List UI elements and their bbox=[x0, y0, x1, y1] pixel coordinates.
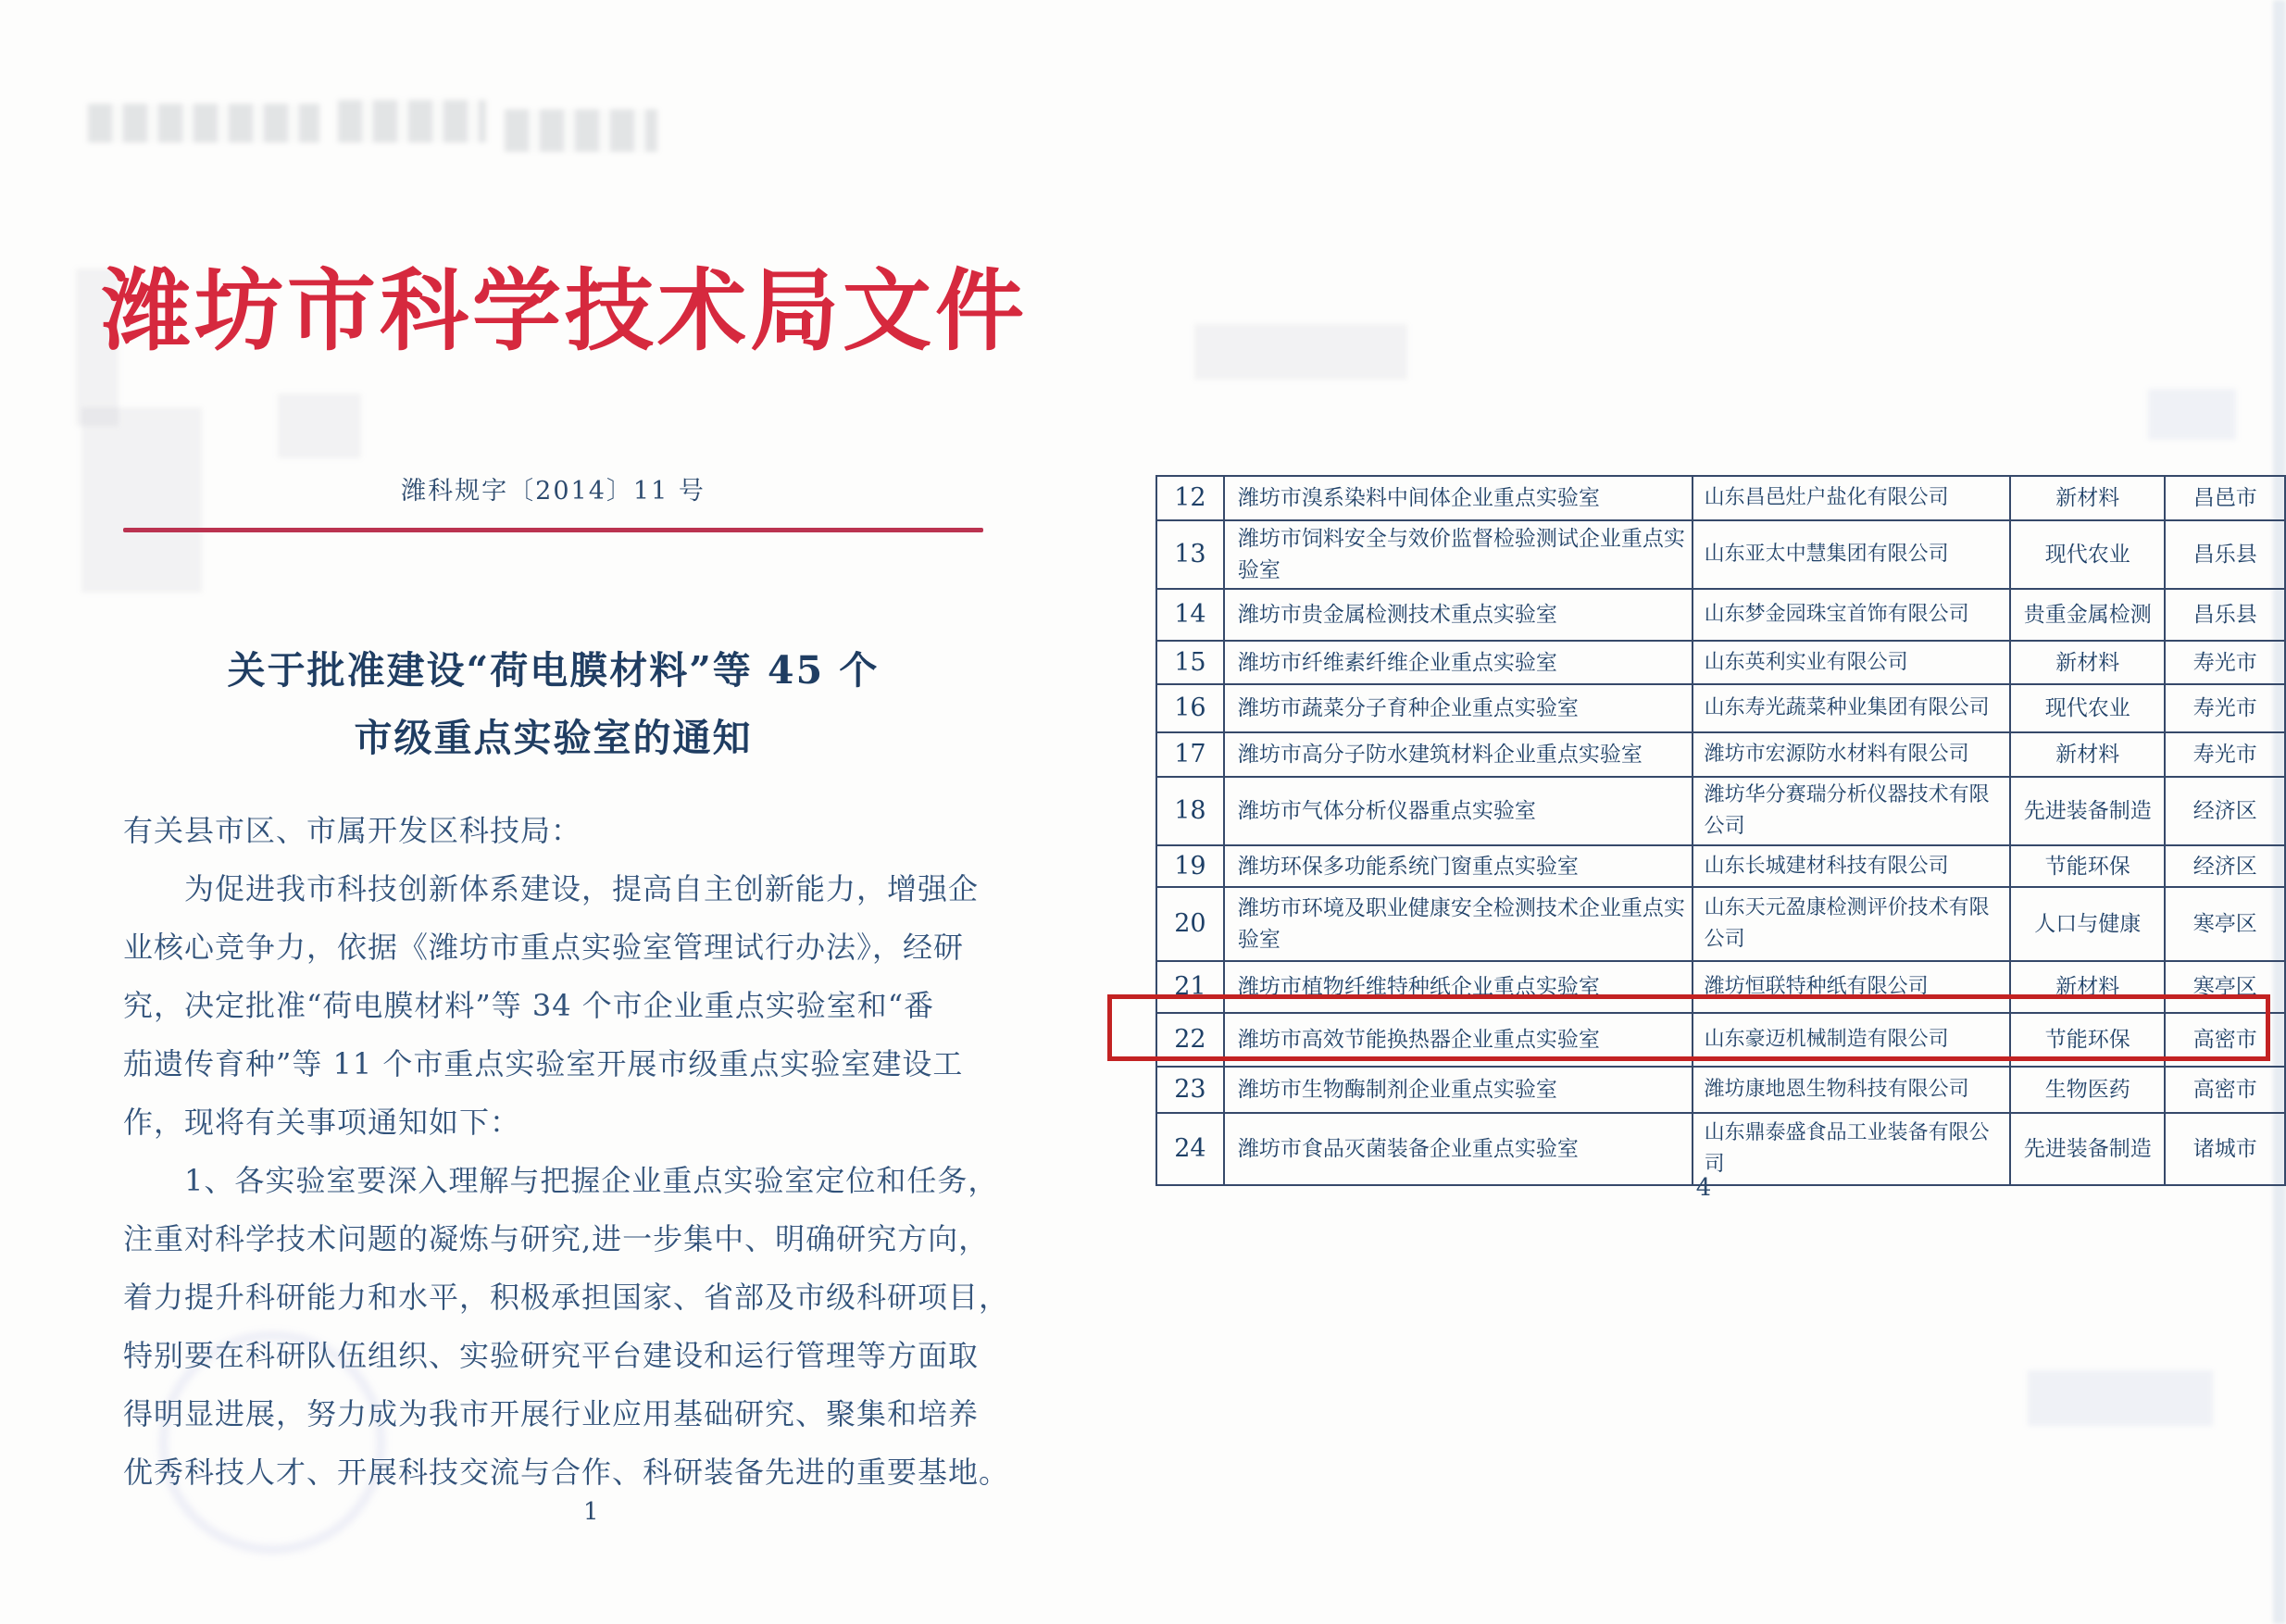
cell-company-name: 山东天元盈康检测评价技术有限公司 bbox=[1693, 887, 2011, 961]
document-reference-number: 潍科规字〔2014〕11 号 bbox=[401, 477, 706, 506]
cell-row-number: 14 bbox=[1156, 589, 1224, 641]
bleedthrough-artifact bbox=[2028, 1370, 2213, 1426]
cell-tech-field: 节能环保 bbox=[2010, 845, 2165, 887]
cell-tech-field: 新材料 bbox=[2010, 641, 2165, 684]
body-text-line: 1、各实验室要深入理解与把握企业重点实验室定位和任务， bbox=[123, 1163, 999, 1198]
cell-tech-field: 先进装备制造 bbox=[2010, 1113, 2165, 1185]
cell-company-name: 山东长城建材科技有限公司 bbox=[1693, 845, 2011, 887]
cell-row-number: 16 bbox=[1156, 684, 1224, 732]
cell-row-number: 13 bbox=[1156, 520, 1224, 589]
table-row bbox=[1156, 887, 2285, 961]
cell-company-name: 山东英利实业有限公司 bbox=[1693, 641, 2011, 684]
cell-lab-name: 潍坊市食品灭菌装备企业重点实验室 bbox=[1224, 1113, 1693, 1185]
cell-city: 高密市 bbox=[2165, 1067, 2285, 1113]
bleedthrough-artifact bbox=[1194, 324, 1407, 380]
cell-lab-name: 潍坊市贵金属检测技术重点实验室 bbox=[1224, 589, 1693, 641]
cell-tech-field: 生物医药 bbox=[2010, 1067, 2165, 1113]
body-text-line: 注重对科学技术问题的凝炼与研究,进一步集中、明确研究方向， bbox=[123, 1221, 990, 1256]
cell-tech-field: 人口与健康 bbox=[2010, 887, 2165, 961]
cell-city: 寒亭区 bbox=[2165, 887, 2285, 961]
cell-row-number: 19 bbox=[1156, 845, 1224, 887]
cell-company-name: 山东昌邑灶户盐化有限公司 bbox=[1693, 476, 2011, 520]
cell-lab-name: 潍坊市气体分析仪器重点实验室 bbox=[1224, 777, 1693, 845]
table-row bbox=[1156, 777, 2285, 845]
cell-city: 昌乐县 bbox=[2165, 589, 2285, 641]
cell-row-number: 18 bbox=[1156, 777, 1224, 845]
cell-company-name: 山东寿光蔬菜种业集团有限公司 bbox=[1693, 684, 2011, 732]
cell-company-name: 潍坊恒联特种纸有限公司 bbox=[1693, 961, 2011, 1013]
cell-company-name: 山东梦金园珠宝首饰有限公司 bbox=[1693, 589, 2011, 641]
cell-city: 寿光市 bbox=[2165, 732, 2285, 777]
cell-city: 高密市 bbox=[2165, 1013, 2285, 1067]
cell-company-name: 山东鼎泰盛食品工业装备有限公司 bbox=[1693, 1113, 2011, 1185]
body-text-line: 优秀科技人才、开展科技交流与合作、科研装备先进的重要基地。 bbox=[123, 1455, 1010, 1490]
cell-lab-name: 潍坊市高分子防水建筑材料企业重点实验室 bbox=[1224, 732, 1693, 777]
cell-company-name: 潍坊康地恩生物科技有限公司 bbox=[1693, 1067, 2011, 1113]
cell-tech-field: 现代农业 bbox=[2010, 520, 2165, 589]
cell-tech-field: 新材料 bbox=[2010, 961, 2165, 1013]
cell-lab-name: 潍坊市生物酶制剂企业重点实验室 bbox=[1224, 1067, 1693, 1113]
cell-lab-name: 潍坊市环境及职业健康安全检测技术企业重点实验室 bbox=[1224, 887, 1693, 961]
cell-city: 诸城市 bbox=[2165, 1113, 2285, 1185]
cell-lab-name: 潍坊市高效节能换热器企业重点实验室 bbox=[1224, 1013, 1693, 1067]
notice-heading-line1: 关于批准建设“荷电膜材料”等 45 个 bbox=[227, 648, 880, 693]
cell-row-number: 24 bbox=[1156, 1113, 1224, 1185]
bleedthrough-artifact bbox=[2148, 389, 2236, 440]
cell-tech-field: 新材料 bbox=[2010, 732, 2165, 777]
body-text-line: 得明显进展，努力成为我市开展行业应用基础研究、聚集和培养 bbox=[123, 1396, 980, 1431]
cell-lab-name: 潍坊环保多功能系统门窗重点实验室 bbox=[1224, 845, 1693, 887]
body-text-line: 作，现将有关事项通知如下： bbox=[123, 1105, 521, 1140]
table-row bbox=[1156, 732, 2285, 777]
cell-row-number: 23 bbox=[1156, 1067, 1224, 1113]
table-row bbox=[1156, 684, 2285, 732]
cell-company-name: 山东亚太中慧集团有限公司 bbox=[1693, 520, 2011, 589]
cell-tech-field: 先进装备制造 bbox=[2010, 777, 2165, 845]
document-body-text bbox=[123, 802, 1012, 1502]
lab-approval-table bbox=[1155, 475, 2286, 1186]
body-text-line: 究，决定批准“荷电膜材料”等 34 个市企业重点实验室和“番 bbox=[123, 988, 935, 1023]
cell-city: 寿光市 bbox=[2165, 684, 2285, 732]
cell-row-number: 17 bbox=[1156, 732, 1224, 777]
table-row bbox=[1156, 641, 2285, 684]
document-header-title: 潍坊市科学技术局文件 bbox=[102, 258, 1028, 363]
cell-row-number: 20 bbox=[1156, 887, 1224, 961]
table-row bbox=[1156, 520, 2285, 589]
cell-tech-field: 现代农业 bbox=[2010, 684, 2165, 732]
cell-lab-name: 潍坊市溴系染料中间体企业重点实验室 bbox=[1224, 476, 1693, 520]
table-row bbox=[1156, 589, 2285, 641]
table-row bbox=[1156, 476, 2285, 520]
cell-city: 寿光市 bbox=[2165, 641, 2285, 684]
cell-row-number: 12 bbox=[1156, 476, 1224, 520]
notice-heading-line2: 市级重点实验室的通知 bbox=[354, 716, 753, 760]
bleedthrough-artifact bbox=[338, 100, 486, 143]
cell-city: 昌乐县 bbox=[2165, 520, 2285, 589]
page-number-left: 1 bbox=[583, 1498, 599, 1526]
bleedthrough-artifact bbox=[88, 104, 319, 143]
cell-lab-name: 潍坊市蔬菜分子育种企业重点实验室 bbox=[1224, 684, 1693, 732]
body-text-line: 着力提升科研能力和水平，积极承担国家、省部及市级科研项目， bbox=[123, 1280, 1010, 1315]
body-text-line: 特别要在科研队伍组织、实验研究平台建设和运行管理等方面取 bbox=[123, 1338, 980, 1373]
cell-lab-name: 潍坊市纤维素纤维企业重点实验室 bbox=[1224, 641, 1693, 684]
cell-company-name: 潍坊华分赛瑞分析仪器技术有限公司 bbox=[1693, 777, 2011, 845]
cell-city: 经济区 bbox=[2165, 777, 2285, 845]
body-text-line: 为促进我市科技创新体系建设，提高自主创新能力，增强企 bbox=[123, 871, 980, 906]
cell-lab-name: 潍坊市植物纤维特种纸企业重点实验室 bbox=[1224, 961, 1693, 1013]
cell-company-name: 山东豪迈机械制造有限公司 bbox=[1693, 1013, 2011, 1067]
cell-row-number: 21 bbox=[1156, 961, 1224, 1013]
cell-city: 昌邑市 bbox=[2165, 476, 2285, 520]
page-number-right: 4 bbox=[1695, 1174, 1712, 1202]
table-row bbox=[1156, 1067, 2285, 1113]
body-text-line: 茄遗传育种”等 11 个市重点实验室开展市级重点实验室建设工 bbox=[123, 1046, 964, 1081]
bleedthrough-artifact bbox=[278, 394, 361, 458]
bleedthrough-artifact bbox=[505, 109, 657, 152]
cell-city: 寒亭区 bbox=[2165, 961, 2285, 1013]
cell-tech-field: 贵重金属检测 bbox=[2010, 589, 2165, 641]
highlight-rectangle-row22 bbox=[1107, 994, 2270, 1061]
cell-row-number: 22 bbox=[1156, 1013, 1224, 1067]
notice-heading bbox=[123, 637, 983, 772]
cell-tech-field: 节能环保 bbox=[2010, 1013, 2165, 1067]
cell-company-name: 潍坊市宏源防水材料有限公司 bbox=[1693, 732, 2011, 777]
table-row bbox=[1156, 845, 2285, 887]
body-text-line: 有关县市区、市属开发区科技局： bbox=[123, 813, 582, 848]
header-separator-line bbox=[123, 528, 983, 532]
cell-tech-field: 新材料 bbox=[2010, 476, 2165, 520]
body-text-line: 业核心竞争力，依据《潍坊市重点实验室管理试行办法》，经研 bbox=[123, 930, 965, 965]
cell-lab-name: 潍坊市饲料安全与效价监督检验测试企业重点实验室 bbox=[1224, 520, 1693, 589]
cell-row-number: 15 bbox=[1156, 641, 1224, 684]
cell-city: 经济区 bbox=[2165, 845, 2285, 887]
